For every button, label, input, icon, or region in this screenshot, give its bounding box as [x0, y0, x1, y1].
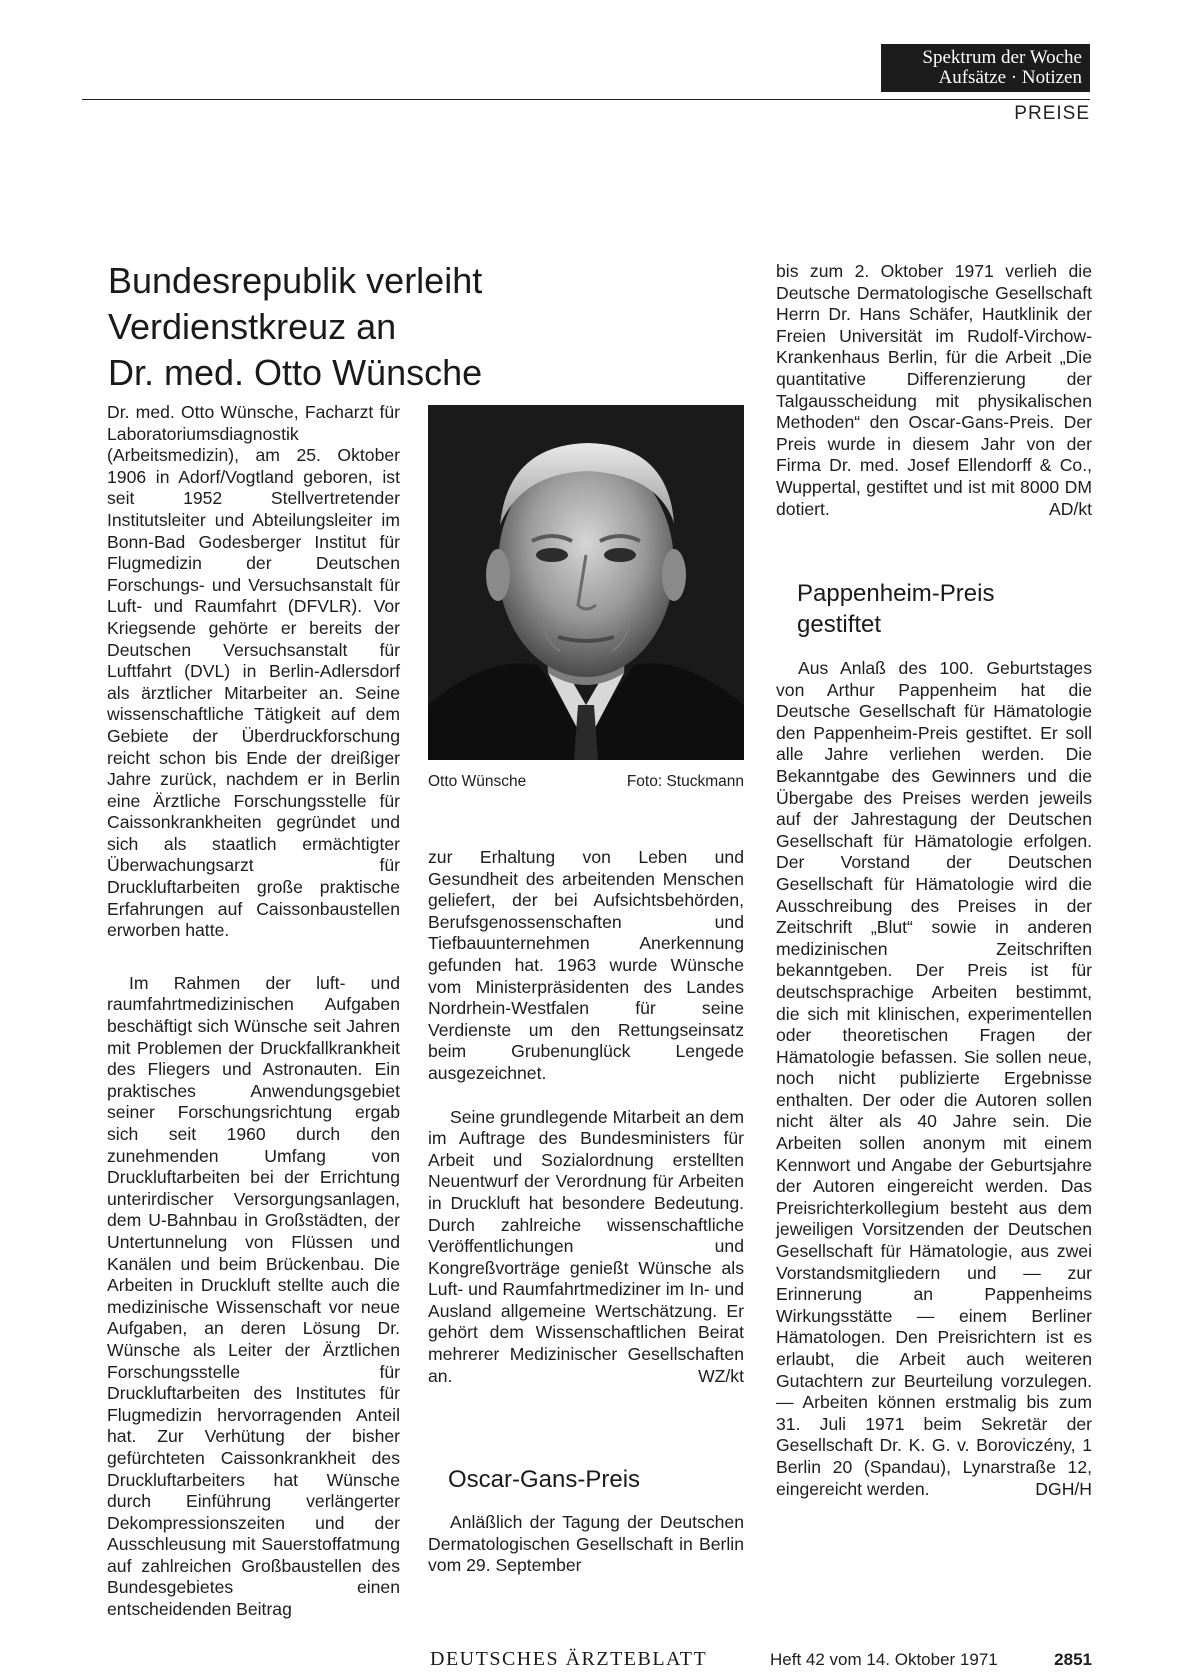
photo-caption-name: Otto Wünsche — [428, 773, 527, 790]
column-1 — [107, 402, 400, 1621]
pappenheim-heading-line-2: gestiftet — [797, 611, 882, 638]
page-footer — [430, 1648, 1092, 1674]
badge-line-1: Spektrum der Woche — [922, 47, 1082, 68]
article2-paragraph-2-text: bis zum 2. Oktober 1971 verlieh die Deutsche Dermatologische Gesellschaft Herrn Dr. Hans Schäfer, Hautklinik der Freien Universität im Rudolf-Virchow-Krankenhaus Berlin, für die Arbeit „Die quantitative Differenzierung der Talgausscheidung mit physikalischen Methoden“ den Oscar-Gans-Preis. Der Preis wurde in diesem Jahr von der Firma Dr. med. Josef Ellendorff & Co., Wuppertal, gestiftet und ist mit 8000 DM dotiert. — [776, 261, 1092, 519]
article1-paragraph-4 — [428, 1107, 744, 1388]
section-badge — [881, 44, 1090, 92]
article-headline — [108, 258, 528, 396]
portrait-image — [428, 405, 744, 760]
journal-name: DEUTSCHES ÄRZTEBLATT — [430, 1648, 708, 1670]
portrait-photo — [428, 405, 744, 760]
article3-signature: DGH/H — [1035, 1478, 1092, 1499]
headline-line-2: Verdienstkreuz an — [108, 306, 397, 347]
oscar-gans-heading: Oscar-Gans-Preis — [448, 1466, 641, 1493]
article2-paragraph-1: Anläßlich der Tagung der Deutschen Dermatologischen Gesellschaft in Berlin vom 29. September — [428, 1512, 744, 1576]
article1-paragraph-4-text: Seine grundlegende Mitarbeit an dem im Auftrage des Bundesministers für Arbeit und Sozialordnung erstellten Neuentwurf der Verordnung für Arbeiten in Druckluft hat besondere Bedeutung. Durch zahlreiche wissenschaftliche Veröffentlichungen und Kongreßvorträge genießt Wünsche als Luft- und Raumfahrtmediziner im In- und Ausland allgemeine Wertschätzung. Er gehört dem Wissenschaftlichen Beirat mehrerer Medizinischer Gesellschaften an. — [428, 1106, 744, 1386]
article1-signature: WZ/kt — [698, 1365, 744, 1386]
section-label: PREISE — [1014, 103, 1090, 124]
header-rule — [82, 99, 1090, 100]
article1-paragraph-2: Im Rahmen der luft- und raumfahrtmedizinischen Aufgaben beschäftigt sich Wünsche seit Jahren mit Problemen der Druckfallkrankheit des Fliegers und Astronauten. Ein praktisches Anwendungsgebiet seiner Forschungsrichtung ergab sich seit 1960 durch den zunehmenden Umfang von Druckluftarbeiten bei der Errichtung unterirdischer Versorgungsanlagen, dem U-Bahnbau in Großstädten, der Untertunnelung von Flüssen und Kanälen und beim Brückenbau. Die Arbeiten in Druckluft stellte auch die medizinische Wissenschaft vor neue Aufgaben, an deren Lösung Dr. Wünsche als Leiter der Ärztlichen Forschungsstelle für Druckluftarbeiten des Institutes für Flugmedizin hervorragenden Anteil hat. Zur Verhütung der bisher gefürchteten Caissonkrankheit des Druckluftarbeiters hat Wünsche durch Einführung verlängerter Dekompressionszeiten und der Ausschleusung mit Sauerstoffatmung auf zahlreichen Großbaustellen des Bundesgebietes einen entscheidenden Beitrag — [107, 972, 400, 1620]
pappenheim-heading — [797, 578, 1077, 640]
issue-info: Heft 42 vom 14. Oktober 1971 — [770, 1650, 998, 1669]
article2-signature: AD/kt — [1048, 498, 1092, 519]
article3-paragraph-1 — [776, 658, 1092, 1500]
badge-line-2: Aufsätze · Notizen — [938, 67, 1082, 88]
headline-line-1: Bundesrepublik verleiht — [108, 260, 483, 301]
article1-paragraph-3: zur Erhaltung von Leben und Gesundheit des arbeitenden Menschen geliefert, der bei Aufsichtsbehörden, Berufsgenossenschaften und Tiefbauunternehmen Anerkennung gefunden hat. 1963 wurde Wünsche vom Ministerpräsidenten des Landes Nordrhein-Westfalen für seine Verdienste um den Rettungseinsatz beim Grubenunglück Lengede ausgezeichnet. — [428, 847, 744, 1083]
headline-line-3: Dr. med. Otto Wünsche — [108, 352, 483, 393]
photo-caption-credit: Foto: Stuckmann — [626, 773, 744, 790]
article3-paragraph-1-text: Aus Anlaß des 100. Geburtstages von Arthur Pappenheim hat die Deutsche Gesellschaft für Hämatologie den Pappenheim-Preis gestiftet. Er soll alle Jahre verliehen werden. Die Bekanntgabe des Gewinners und die Übergabe des Preises werden jeweils auf der Jahrestagung der Deutschen Gesellschaft für Hämatologie erfolgen. Der Vorstand der Deutschen Gesellschaft für Hämatologie wird die Ausschreibung des Preises in der Zeitschrift „Blut“ sowie in anderen medizinischen Zeitschriften bekanntgeben. Der Preis ist für deutschsprachige Arbeiten bestimmt, die sich mit klinischen, experimentellen oder theoretischen Fragen der Hämatologie befassen. Sie sollen neue, noch nicht publizierte Ergebnisse enthalten. Der oder die Autoren sollen nicht älter als 40 Jahre sein. Die Arbeiten sollen anonym mit einem Kennwort und Angabe der Geburtsjahre der Autoren eingereicht werden. Das Preisrichterkollegium besteht aus dem jeweiligen Vorsitzenden der Deutschen Gesellschaft für Hämatologie, aus zwei Vorstandsmitgliedern und — zur Erinnerung an Pappenheims Wirkungsstätte — einem Berliner Hämatologen. Den Preisrichtern ist es erlaubt, die Arbeit auch weiteren Gutachtern zur Beurteilung vorzulegen. — Arbeiten können erstmalig bis zum 31. Juli 1971 beim Sekretär der Gesellschaft Dr. K. G. v. Boroviczény, 1 Berlin 20 (Spandau), Lynarstraße 12, eingereicht werden. — [776, 658, 1092, 1499]
column-3-bottom — [776, 658, 1092, 1500]
article2-paragraph-2 — [776, 261, 1092, 520]
column-2 — [428, 847, 744, 1387]
column-3-top — [776, 261, 1092, 520]
article1-paragraph-1: Dr. med. Otto Wünsche, Facharzt für Laboratoriumsdiagnostik (Arbeitsmedizin), am 25. Oktober 1906 in Adorf/Vogtland geboren, ist seit 1952 Stellvertretender Institutsleiter und Abteilungsleiter im Bonn-Bad Godesberger Institut für Flugmedizin der Deutschen Forschungs- und Versuchsanstalt für Luft- und Raumfahrt (DFVLR). Vor Kriegsende gehörte er bereits der Deutschen Versuchsanstalt für Luftfahrt (DVL) in Berlin-Adlersdorf als ärztlicher Mitarbeiter an. Seine wissenschaftliche Tätigkeit auf dem Gebiete der Überdruckforschung reicht schon bis Ende der dreißiger Jahre zurück, nachdem er in Berlin eine Ärztliche Forschungsstelle für Caissonkrankheiten gegründet und sich als staatlich ermächtigter Überwachungsarzt für Druckluftarbeiten große praktische Erfahrungen auf Caissonbaustellen erworben hatte. — [107, 402, 400, 941]
page-number: 2851 — [1054, 1650, 1092, 1669]
pappenheim-heading-line-1: Pappenheim-Preis — [797, 580, 995, 607]
